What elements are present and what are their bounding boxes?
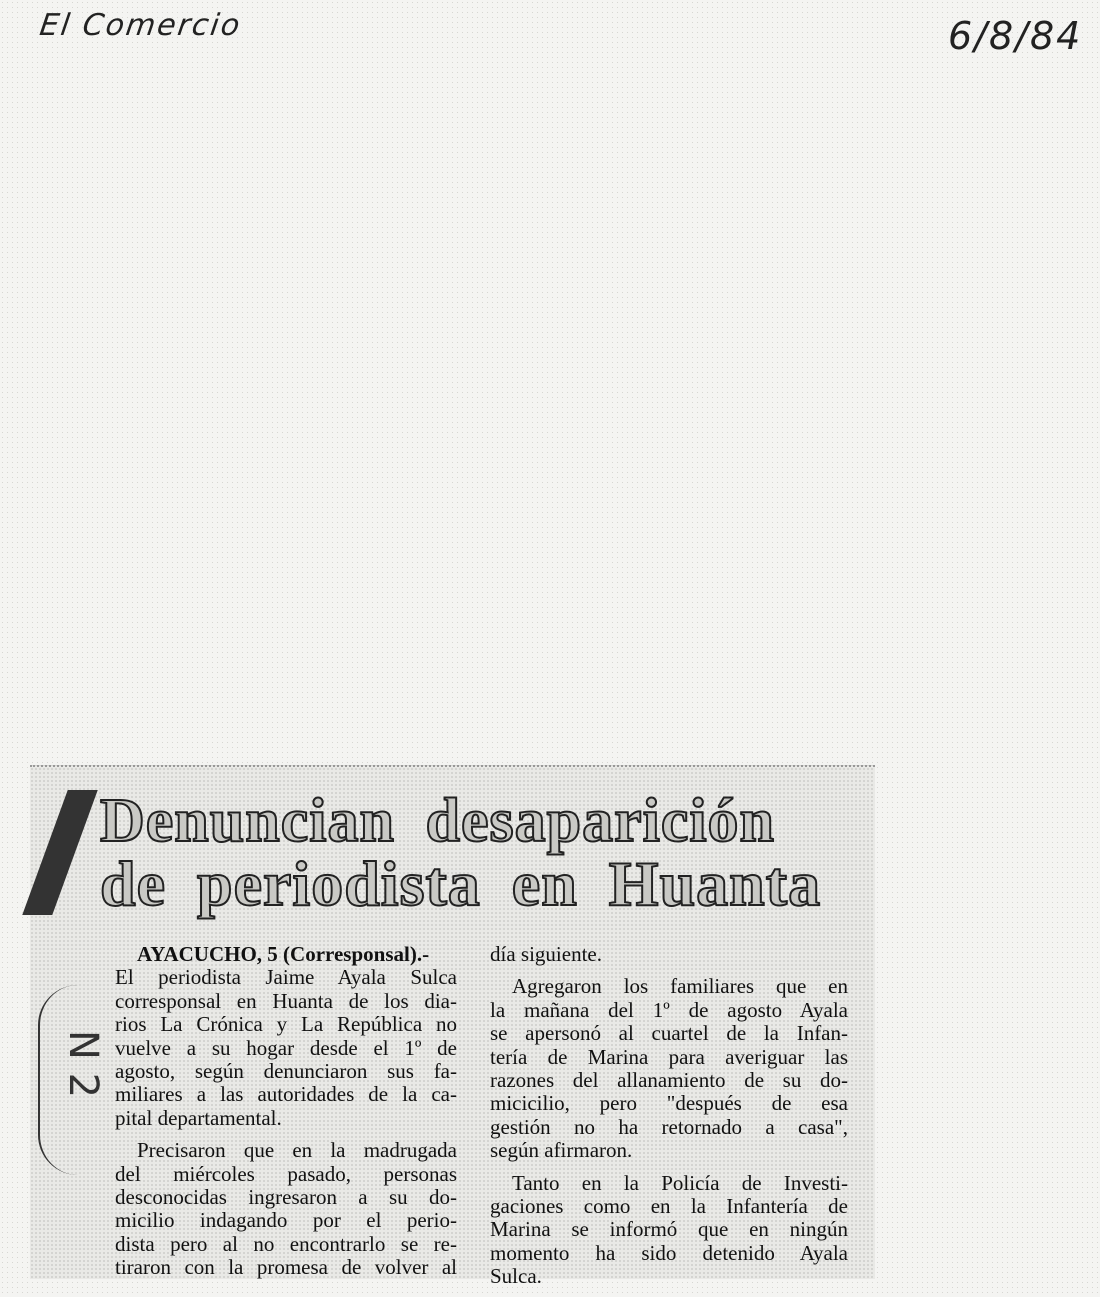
text-line: Agregaron los familiares que en (512, 974, 848, 999)
headline-line-1: Denuncian desaparición (100, 787, 776, 855)
text-line: gaciones como en la Infantería de (490, 1193, 848, 1218)
text-line: rios La Crónica y La República no (115, 1012, 457, 1037)
text-line: Precisaron que en la madrugada (137, 1138, 457, 1163)
handwritten-date: 6/8/84 (948, 14, 1083, 58)
text-line: según afirmaron. (490, 1138, 633, 1163)
text-line: Marina se informó que en ningún (490, 1217, 848, 1242)
text-line: corresponsal en Huanta de los dia- (115, 988, 457, 1013)
headline-line-2: de periodista en Huanta (100, 848, 822, 919)
dateline: AYACUCHO, 5 (Corresponsal).- (137, 942, 430, 966)
text-line: se apersonó al cuartel de la Infan- (490, 1021, 848, 1046)
article-column-2 (490, 943, 848, 1297)
text-line: micilio indagando por el perio- (115, 1208, 457, 1233)
text-line: razones del allanamiento de su do- (490, 1067, 848, 1092)
text-line: gestión no ha retornado a casa", (490, 1114, 848, 1139)
handwritten-margin-note: N 2 (60, 1030, 106, 1099)
paragraph (115, 943, 457, 1130)
text-line: micicilio, pero "después de esa (490, 1091, 848, 1116)
paragraph (490, 1172, 848, 1289)
text-line: del miércoles pasado, personas (115, 1161, 457, 1186)
handwritten-source: El Comercio (37, 8, 244, 43)
text-line: la mañana del 1º de agosto Ayala (490, 997, 848, 1022)
text-line: Tanto en la Policía de Investi- (512, 1170, 848, 1195)
text-line: momento ha sido detenido Ayala (490, 1240, 848, 1265)
text-line: tiraron con la promesa de volver al (115, 1255, 457, 1280)
text-line: pital departamental. (115, 1105, 282, 1130)
text-line: El periodista Jaime Ayala Sulca (115, 965, 457, 990)
paragraph (115, 1139, 457, 1279)
paragraph (490, 975, 848, 1162)
text-line: miliares a las autoridades de la ca- (115, 1082, 457, 1107)
paragraph (490, 943, 848, 966)
text-line: dista pero al no encontrarlo se re- (115, 1231, 457, 1256)
text-line: Sulca. (490, 1264, 542, 1289)
article-column-1 (115, 943, 457, 1288)
text-line: vuelve a su hogar desde el 1º de (115, 1035, 457, 1060)
text-line: agosto, según denunciaron sus fa- (115, 1058, 457, 1083)
text-line: desconocidas ingresaron a su do- (115, 1184, 457, 1209)
text-line: día siguiente. (490, 942, 602, 966)
text-line: tería de Marina para averiguar las (490, 1044, 848, 1069)
